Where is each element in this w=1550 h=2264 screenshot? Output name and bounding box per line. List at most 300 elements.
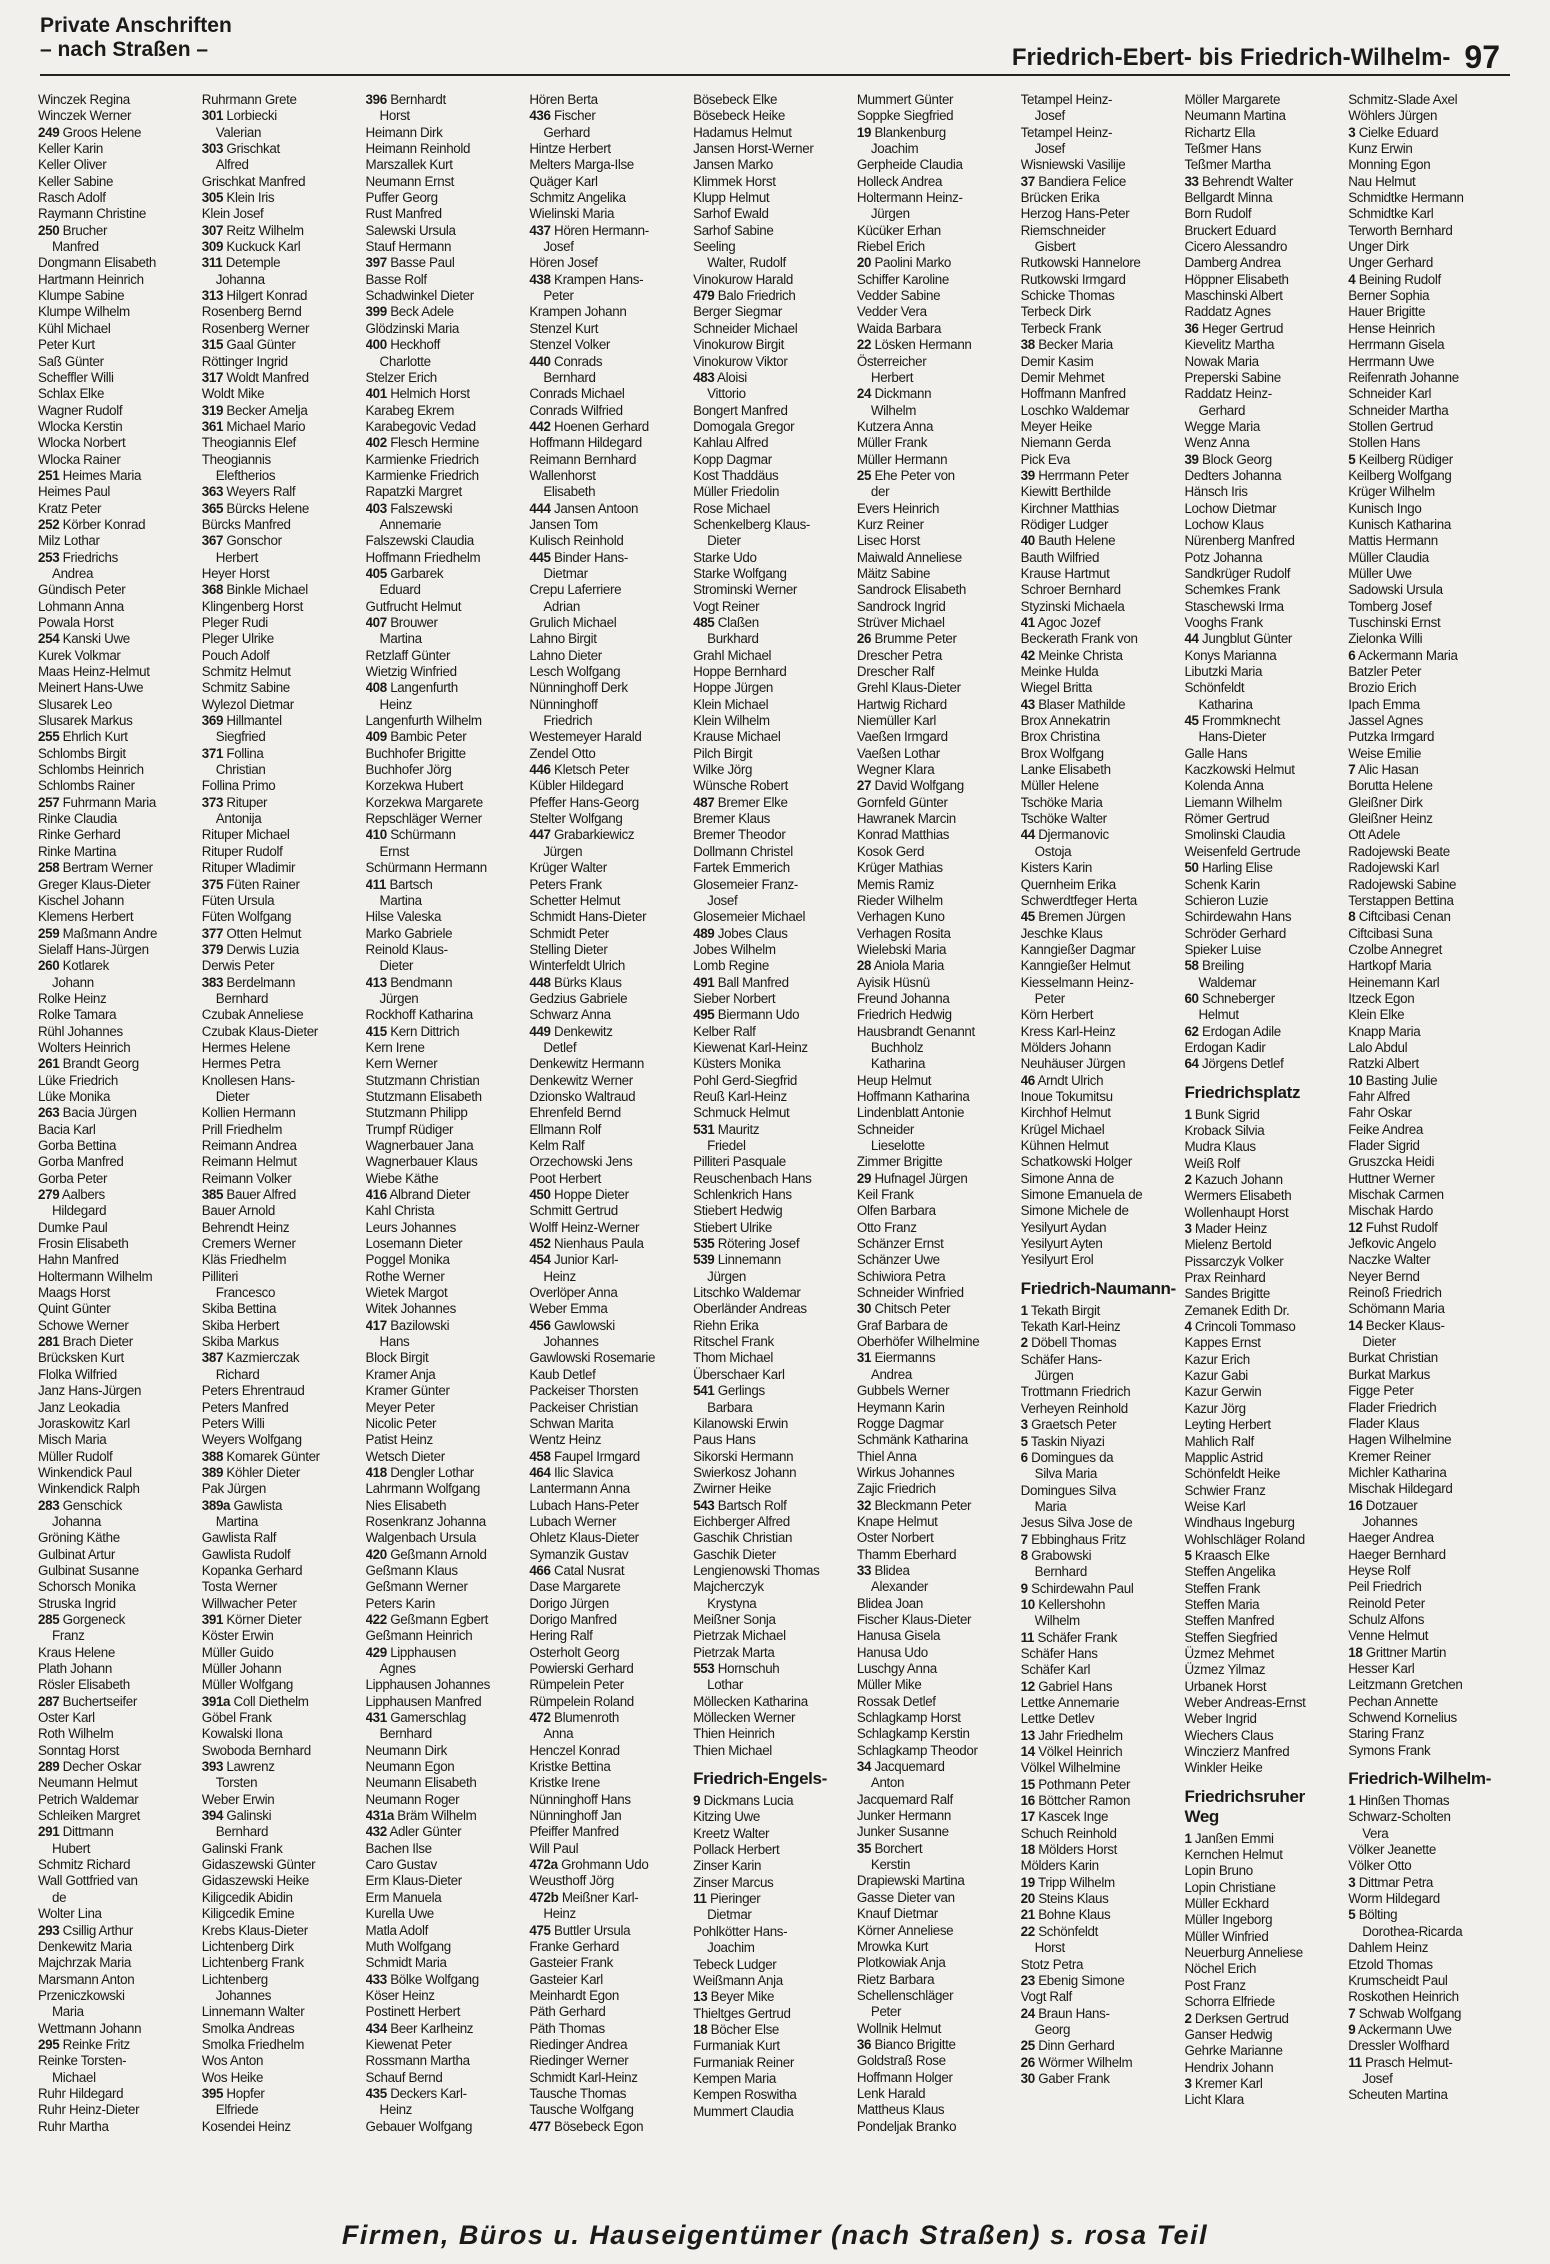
list-item: 543 Bartsch Rolf xyxy=(693,1497,787,1513)
house-number: 2 xyxy=(1020,1335,1028,1351)
list-item: Maschinski Albert xyxy=(1184,288,1283,304)
list-item: Dzionsko Waltraud xyxy=(529,1088,636,1104)
list-item: Pondeljak Branko xyxy=(856,2118,957,2134)
list-item: Meyer Peter xyxy=(365,1399,435,1415)
house-number: 289 xyxy=(38,1759,60,1775)
house-number: 409 xyxy=(365,729,387,745)
entry-continuation: Georg xyxy=(1034,2021,1071,2037)
house-number: 301 xyxy=(201,108,224,124)
list-item: 442 Hoenen Gerhard xyxy=(529,418,649,434)
list-item: 12 Fuhst Rudolf xyxy=(1348,1219,1438,1235)
list-item: Kiewenat Karl-Heinz xyxy=(693,1039,808,1055)
list-item: Lesch Wolfgang xyxy=(529,664,621,680)
list-item: 400 Heckhoff xyxy=(365,337,441,353)
list-item: Kolenda Anna xyxy=(1184,778,1264,794)
list-item: Schuch Reinhold xyxy=(1020,1825,1117,1841)
house-number: 253 xyxy=(38,549,60,565)
list-item: Schönfeldt xyxy=(1184,680,1245,696)
list-item: 29 Hufnagel Jürgen xyxy=(856,1170,968,1186)
house-number: 3 xyxy=(1348,124,1356,140)
list-item: 2 Derksen Gertrud xyxy=(1184,2010,1289,2026)
list-item: 283 Genschick xyxy=(38,1497,123,1513)
entry-continuation: Krystyna xyxy=(707,1595,757,1611)
entry-continuation: Wilhelm xyxy=(870,402,917,418)
house-number: 255 xyxy=(38,729,60,745)
list-item: Brozio Erich xyxy=(1348,680,1417,696)
list-item: Kischel Johann xyxy=(38,892,124,908)
entry-continuation: Bernhard xyxy=(379,1726,432,1742)
list-item: Stollen Gertrud xyxy=(1348,418,1434,434)
list-item: Schmidt Karl-Heinz xyxy=(529,2069,638,2085)
list-item: 293 Csillig Arthur xyxy=(38,1922,133,1938)
list-item: Trottmann Friedrich xyxy=(1020,1384,1131,1400)
list-item: Wünsche Robert xyxy=(693,778,788,794)
list-item: 452 Nienhaus Paula xyxy=(529,1236,644,1252)
list-item: 19 Tripp Wilhelm xyxy=(1020,1874,1115,1890)
house-number: 30 xyxy=(1020,2070,1035,2086)
list-item: 313 Hilgert Konrad xyxy=(201,288,308,304)
list-item: Jeschke Klaus xyxy=(1020,925,1103,941)
list-item: Tosta Werner xyxy=(201,1579,277,1595)
list-item: Hauer Brigitte xyxy=(1348,304,1426,320)
list-item: Scheffler Willi xyxy=(38,369,114,385)
list-item: Schwend Kornelius xyxy=(1348,1710,1457,1726)
list-item: Schönfeldt Heike xyxy=(1184,1466,1281,1482)
list-item: Dahlem Heinz xyxy=(1348,1940,1429,1956)
list-item: Schmitz Sabine xyxy=(201,680,290,696)
list-item: Kelber Ralf xyxy=(693,1023,756,1039)
list-item: Lenk Harald xyxy=(856,2085,926,2101)
directory-column xyxy=(1184,92,1340,2207)
list-item: Etzold Thomas xyxy=(1348,1956,1433,1972)
list-item: Naczke Walter xyxy=(1348,1252,1431,1268)
list-item: 41 Agoc Jozef xyxy=(1020,615,1101,630)
list-item: Lahno Birgit xyxy=(529,631,597,647)
list-item: Leyting Herbert xyxy=(1184,1417,1271,1433)
list-item: Müller Wolfgang xyxy=(201,1677,294,1693)
house-number: 365 xyxy=(201,500,224,516)
list-item: Furmaniak Kurt xyxy=(693,2038,780,2054)
entry-continuation: Dieter xyxy=(215,1088,250,1104)
house-number: 464 xyxy=(529,1464,551,1480)
house-number: 420 xyxy=(365,1546,387,1562)
list-item: Riehn Erika xyxy=(693,1317,759,1333)
list-item: 472a Grohmann Udo xyxy=(529,1857,649,1873)
list-item: Österreicher xyxy=(856,353,927,369)
list-item: Kübler Hildegard xyxy=(529,778,624,794)
list-item: Mölders Karin xyxy=(1020,1858,1099,1874)
list-item: Meinke Hulda xyxy=(1020,664,1099,680)
list-item: Mapplic Astrid xyxy=(1184,1449,1263,1465)
list-item: Völkel Wilhelmine xyxy=(1020,1760,1121,1776)
list-item: Lindenblatt Antonie xyxy=(856,1105,965,1121)
list-item: Caro Gustav xyxy=(365,1857,437,1873)
list-item: Kühl Michael xyxy=(38,320,111,336)
list-item: Jansen Marko xyxy=(693,157,774,173)
list-item: Rolke Tamara xyxy=(38,1007,117,1023)
list-item: Schwier Franz xyxy=(1184,1482,1266,1498)
list-item: Wolter Lina xyxy=(38,1906,102,1922)
list-item: Rutkowski Hannelore xyxy=(1020,255,1141,271)
entry-continuation: Hans-Dieter xyxy=(1198,729,1267,745)
list-item: Wielinski Maria xyxy=(529,206,615,222)
list-item: 285 Gorgeneck xyxy=(38,1611,126,1627)
list-item: Kazur Gabi xyxy=(1184,1368,1248,1384)
entry-continuation: Dorothea-Ricarda xyxy=(1362,1923,1463,1939)
list-item: 24 Braun Hans- xyxy=(1020,2005,1110,2021)
list-item: 39 Herrmann Peter xyxy=(1020,467,1129,483)
list-item: Peters Willi xyxy=(201,1415,265,1431)
list-item: Heyer Horst xyxy=(201,565,270,581)
list-item: Tausche Thomas xyxy=(529,2085,627,2101)
list-item: Bauer Arnold xyxy=(201,1203,275,1219)
list-item: Brox Christina xyxy=(1020,729,1100,745)
list-item: Kramer Anja xyxy=(365,1366,436,1382)
list-item: Schäfer Hans xyxy=(1020,1645,1098,1661)
list-item: Mrowka Kurt xyxy=(856,1938,929,1954)
house-number: 33 xyxy=(1184,173,1199,189)
list-item: Müller Mike xyxy=(856,1677,922,1693)
list-item: 437 Hören Hermann- xyxy=(529,222,649,238)
list-item: 4 Crincoli Tommaso xyxy=(1184,1319,1296,1335)
house-number: 36 xyxy=(1184,320,1199,336)
list-item: Cremers Werner xyxy=(201,1236,296,1252)
list-item: Kulisch Reinhold xyxy=(529,533,624,549)
entry-continuation: Anton xyxy=(870,1775,905,1791)
list-item: Müller Guido xyxy=(201,1644,274,1660)
entry-continuation: Martina xyxy=(215,1513,258,1529)
list-item: Kristke Irene xyxy=(529,1775,600,1791)
list-item: Winkendick Paul xyxy=(38,1464,132,1480)
list-item: Meyer Heike xyxy=(1020,418,1092,434)
list-item: Stelter Wolfgang xyxy=(529,811,623,827)
list-item: Waida Barbara xyxy=(856,320,942,336)
list-item: 2 Kazuch Johann xyxy=(1184,1172,1283,1187)
list-item: Galle Hans xyxy=(1184,745,1248,761)
house-number: 4 xyxy=(1184,1319,1192,1335)
list-item: Kosendei Heinz xyxy=(201,2118,291,2134)
list-item: Gasteier Karl xyxy=(529,1971,603,1987)
entry-continuation: Hildegard xyxy=(52,1203,107,1219)
list-item: 8 Ciftcibasi Cenan xyxy=(1348,909,1451,925)
house-number: 15 xyxy=(1020,1776,1035,1792)
list-item: 416 Albrand Dieter xyxy=(365,1187,471,1203)
list-item: Schänzer Ernst xyxy=(856,1236,944,1252)
list-item: Schauf Bernd xyxy=(365,2069,443,2085)
list-item: Meinert Hans-Uwe xyxy=(38,680,144,696)
list-item: Hintze Herbert xyxy=(529,141,611,157)
entry-continuation: Hubert xyxy=(52,1840,91,1856)
list-item: Hilse Valeska xyxy=(365,909,442,925)
list-item: Verhagen Rosita xyxy=(856,925,951,941)
house-number: 8 xyxy=(1348,909,1356,925)
house-number: 319 xyxy=(201,402,224,418)
list-item: 2 Döbell Thomas xyxy=(1020,1335,1117,1351)
house-number: 408 xyxy=(365,680,387,696)
list-item: Sadowski Ursula xyxy=(1348,582,1443,598)
list-item: Gündisch Peter xyxy=(38,582,126,598)
list-item: Rituper Rudolf xyxy=(201,843,283,859)
list-item: Köster Erwin xyxy=(201,1628,274,1644)
list-item: Rossak Detlef xyxy=(856,1693,936,1709)
list-item: Kücüker Erhan xyxy=(856,222,941,238)
list-item: Muth Wolfgang xyxy=(365,1938,451,1954)
list-item: Paus Hans xyxy=(693,1432,756,1448)
house-number: 446 xyxy=(529,762,551,778)
list-item: 454 Junior Karl- xyxy=(529,1252,619,1268)
entry-continuation: Heinz xyxy=(379,2102,413,2118)
list-item: Schröder Gerhard xyxy=(1184,925,1287,941)
list-item: Hören Berta xyxy=(529,92,598,107)
list-item: 62 Erdogan Adile xyxy=(1184,1023,1281,1039)
entry-continuation: Francesco xyxy=(215,1285,276,1301)
house-number: 18 xyxy=(1348,1644,1363,1660)
list-item: 301 Lorbiecki xyxy=(201,108,277,124)
list-item: Follina Primo xyxy=(201,778,276,794)
directory-column xyxy=(693,92,849,2207)
house-number: 44 xyxy=(1184,631,1199,647)
house-number: 58 xyxy=(1184,958,1199,974)
list-item: Pilch Birgit xyxy=(693,745,753,761)
house-number: 307 xyxy=(201,222,224,238)
list-item: Wlocka Kerstin xyxy=(38,418,123,434)
list-item: Hausbrandt Genannt xyxy=(856,1023,975,1039)
house-number: 45 xyxy=(1020,909,1035,925)
list-item: Jansen Tom xyxy=(529,516,598,532)
list-item: Kirchhof Helmut xyxy=(1020,1105,1111,1121)
list-item: Dorigo Manfred xyxy=(529,1611,617,1627)
list-item: Styzinski Michaela xyxy=(1020,598,1125,614)
list-item: Reinke Torsten- xyxy=(38,2053,127,2069)
list-item: Vogt Reiner xyxy=(693,598,760,614)
list-item: 407 Brouwer xyxy=(365,615,438,630)
list-item: Schmitz Angelika xyxy=(529,190,626,206)
list-item: Wos Heike xyxy=(201,2069,264,2085)
list-item: Schwerdtfeger Herta xyxy=(1020,892,1137,908)
list-item: Kiligcedik Abidin xyxy=(201,1889,293,1905)
list-item: Schürmann Hermann xyxy=(365,860,487,876)
list-item: 43 Blaser Mathilde xyxy=(1020,696,1126,712)
list-item: Lüke Monika xyxy=(38,1088,111,1104)
list-item: Keller Oliver xyxy=(38,157,107,173)
list-item: Symons Frank xyxy=(1348,1742,1431,1758)
list-item: Schadwinkel Dieter xyxy=(365,288,474,304)
directory-column xyxy=(1021,92,1177,2207)
entry-continuation: Siegfried xyxy=(215,729,266,745)
list-item: Jacquemard Ralf xyxy=(856,1791,953,1807)
list-item: Lahrmann Wolfgang xyxy=(365,1481,480,1497)
house-number: 433 xyxy=(365,1971,387,1987)
list-item: Janz Leokadia xyxy=(38,1399,120,1415)
list-item: 399 Beck Adele xyxy=(365,304,454,320)
house-number: 249 xyxy=(38,124,60,140)
house-number: 41 xyxy=(1020,615,1035,630)
list-item: Ganser Hedwig xyxy=(1184,2026,1273,2042)
list-item: Römer Gertrud xyxy=(1184,811,1270,827)
list-item: Tetampel Heinz- xyxy=(1020,92,1113,107)
list-item: Kempen Roswitha xyxy=(693,2087,797,2103)
entry-continuation: Johanna xyxy=(215,271,265,287)
entry-continuation: Horst xyxy=(1034,1940,1065,1956)
list-item: Erm Manuela xyxy=(365,1889,442,1905)
list-item: Kiligcedik Emine xyxy=(201,1906,295,1922)
house-number: 367 xyxy=(201,533,224,549)
list-item: Schorra Elfriede xyxy=(1184,1994,1275,2010)
list-item: 25 Ehe Peter von xyxy=(856,467,955,483)
list-item: Evers Heinrich xyxy=(856,500,940,516)
list-item: Struska Ingrid xyxy=(38,1595,116,1611)
list-item: Neuerburg Anneliese xyxy=(1184,1945,1303,1961)
list-item: Denkewitz Werner xyxy=(529,1072,633,1088)
list-item: Kunz Erwin xyxy=(1348,141,1413,157)
list-item: Przeniczkowski xyxy=(38,1987,125,2003)
list-item: Sandrock Elisabeth xyxy=(856,582,966,598)
list-item: Thien Heinrich xyxy=(693,1726,775,1742)
list-item: Kempen Maria xyxy=(693,2070,776,2086)
directory-column xyxy=(1348,92,1504,2207)
list-item: 435 Deckers Karl- xyxy=(365,2085,467,2101)
list-item: Kaub Detlef xyxy=(529,1366,596,1382)
house-number: 7 xyxy=(1348,2005,1356,2021)
list-item: Holtermann Wilhelm xyxy=(38,1268,153,1284)
list-item: 409 Bambic Peter xyxy=(365,729,467,745)
entry-continuation: Johanna xyxy=(52,1513,101,1529)
list-item: Batzler Peter xyxy=(1348,664,1422,680)
list-item: Thom Michael xyxy=(693,1350,773,1366)
list-item: 365 Bürcks Helene xyxy=(201,500,309,516)
list-item: Behrendt Heinz xyxy=(201,1219,290,1235)
list-item: Verheyen Reinhold xyxy=(1020,1400,1128,1416)
list-item: 9 Dickmans Lucia xyxy=(693,1793,794,1809)
list-item: Müller Ingeborg xyxy=(1184,1912,1273,1928)
list-item: Mudra Klaus xyxy=(1184,1139,1256,1155)
list-item: Ohletz Klaus-Dieter xyxy=(529,1530,639,1546)
list-item: Krampen Johann xyxy=(529,304,627,320)
house-number: 35 xyxy=(856,1840,872,1856)
list-item: Lochow Klaus xyxy=(1184,516,1264,532)
list-item: 315 Gaal Günter xyxy=(201,337,296,353)
list-item: Klumpe Wilhelm xyxy=(38,304,130,320)
house-number: 472b xyxy=(529,1889,559,1905)
list-item: Wetsch Dieter xyxy=(365,1448,445,1464)
list-item: 3 Kremer Karl xyxy=(1184,2075,1263,2091)
list-item: Rösler Elisabeth xyxy=(38,1677,130,1693)
house-number: 377 xyxy=(201,925,224,941)
house-number: 1 xyxy=(1184,1830,1192,1846)
list-item: Reinoß Friedrich xyxy=(1348,1285,1442,1301)
list-item: Reinold Klaus- xyxy=(365,941,448,957)
entry-continuation: Vittorio xyxy=(707,386,746,402)
list-item: Keil Frank xyxy=(856,1187,914,1203)
list-item: Smolka Andreas xyxy=(201,2020,295,2036)
house-number: 387 xyxy=(201,1350,224,1366)
list-item: Vaeßen Irmgard xyxy=(856,729,948,745)
entry-continuation: Joachim xyxy=(870,141,919,157)
list-item: Gawlista Ralf xyxy=(201,1530,277,1546)
list-item: Schlombs Birgit xyxy=(38,745,126,761)
house-number: 22 xyxy=(1020,1923,1035,1939)
house-number: 442 xyxy=(529,418,551,434)
list-item: Stutzmann Philipp xyxy=(365,1105,468,1121)
house-number: 315 xyxy=(201,337,224,353)
list-item: Marsmann Anton xyxy=(38,1971,135,1987)
house-number: 436 xyxy=(529,108,551,124)
list-item: Stutzmann Elisabeth xyxy=(365,1088,482,1104)
list-item: Simone Michele de xyxy=(1020,1203,1129,1219)
list-item: Symanzik Gustav xyxy=(529,1546,629,1562)
entry-continuation: Bernhard xyxy=(215,1824,269,1840)
list-item: Wiegel Britta xyxy=(1020,680,1093,696)
list-item: 25 Dinn Gerhard xyxy=(1020,2038,1115,2054)
list-item: Weißmann Anja xyxy=(693,1972,783,1988)
list-item: Jassel Agnes xyxy=(1348,713,1423,729)
house-number: 411 xyxy=(365,876,387,892)
list-item: Steffen Siegfried xyxy=(1184,1629,1278,1645)
list-item: Pilliteri Pasquale xyxy=(693,1154,786,1170)
house-number: 311 xyxy=(201,255,223,271)
entry-continuation: Bernhard xyxy=(543,369,596,385)
list-item: 395 Hopfer xyxy=(201,2085,265,2101)
list-item: Prax Reinhard xyxy=(1184,1270,1266,1286)
list-item: 254 Kanski Uwe xyxy=(38,631,130,647)
list-item: Lopin Christiane xyxy=(1184,1879,1276,1895)
list-item: Mummert Günter xyxy=(856,92,954,107)
list-item: 33 Behrendt Walter xyxy=(1184,173,1294,189)
list-item: Wegner Klara xyxy=(856,762,935,778)
house-number: 10 xyxy=(1020,1596,1035,1612)
list-item: 448 Bürks Klaus xyxy=(529,974,622,990)
list-item: Licht Klara xyxy=(1184,2092,1244,2108)
list-item: 383 Berdelmann xyxy=(201,974,296,990)
list-item: Rockhoff Katharina xyxy=(365,1007,473,1023)
list-item: 10 Kellershohn xyxy=(1020,1596,1106,1612)
entry-continuation: Dietmar xyxy=(707,1907,752,1923)
list-item: Schmidt Hans-Dieter xyxy=(529,909,647,925)
entry-continuation: Katharina xyxy=(870,1056,926,1072)
list-item: Hermes Petra xyxy=(201,1056,281,1072)
list-item: Wilke Jörg xyxy=(693,762,753,778)
house-number: 21 xyxy=(1020,1907,1035,1923)
house-number: 472a xyxy=(529,1857,558,1873)
list-item: 281 Brach Dieter xyxy=(38,1334,133,1350)
list-item: 7 Ebbinghaus Fritz xyxy=(1020,1531,1127,1547)
list-item: Linnemann Walter xyxy=(201,2004,305,2020)
house-number: 407 xyxy=(365,615,387,630)
list-item: Brox Wolfgang xyxy=(1020,745,1104,761)
entry-continuation: Lieselotte xyxy=(870,1138,925,1153)
list-item: Krumscheidt Paul xyxy=(1348,1972,1448,1988)
list-item: Wettmann Johann xyxy=(38,2020,142,2036)
list-item: Czubak Klaus-Dieter xyxy=(201,1023,318,1039)
list-item: 257 Fuhrmann Maria xyxy=(38,794,157,810)
list-item: 28 Aniola Maria xyxy=(856,958,944,974)
list-item: Erm Klaus-Dieter xyxy=(365,1873,462,1889)
list-item: Sandrock Ingrid xyxy=(856,598,946,614)
list-item: Schmidt Maria xyxy=(365,1955,447,1971)
list-item: Hartwig Richard xyxy=(856,696,947,712)
list-item: Schetter Helmut xyxy=(529,892,621,908)
list-item: Kievelitz Martha xyxy=(1184,337,1275,353)
list-item: Raddatz Heinz- xyxy=(1184,386,1272,402)
list-item: Dumke Paul xyxy=(38,1219,108,1235)
list-item: Reuß Karl-Heinz xyxy=(693,1088,787,1104)
entry-continuation: Ostoja xyxy=(1034,843,1072,859)
list-item: Yesilyurt Aydan xyxy=(1020,1219,1107,1235)
list-item: Wielebski Maria xyxy=(856,941,947,957)
list-item: Rothe Werner xyxy=(365,1268,445,1284)
list-item: Packeiser Christian xyxy=(529,1399,639,1415)
list-item: Krügel Michael xyxy=(1020,1121,1105,1137)
